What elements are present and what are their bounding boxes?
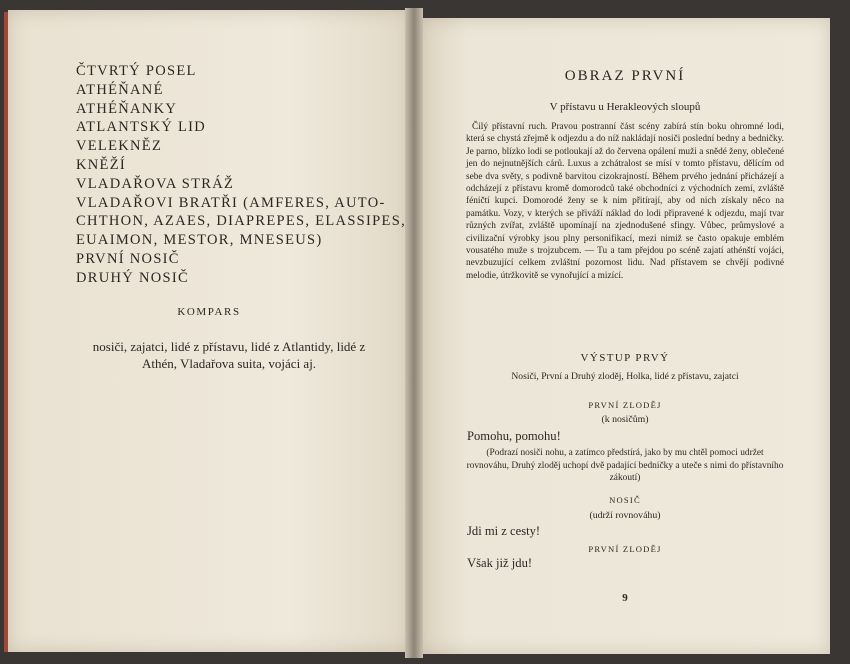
speaker-label: PRVNÍ ZLODĚJ (588, 544, 662, 554)
cast-item: ATHÉŇANKY (76, 100, 178, 117)
kompars-text: nosiči, zajatci, lidé z přístavu, lidé z Atlantidy, lidé z Athén, Vladařova suita, vojáci aj. (92, 339, 366, 371)
stage-direction: (udrží rovnováhu) (589, 510, 661, 521)
scene-description: Čilý přístavní ruch. Pravou postranní část scény zabírá stín boku ohromné lodi, která se chystá zřejmě k odjezdu a do níž nakládají nosiči poslední bedny a bedničky. Je parno, blízko lodi se potloukají až do červena opálení muži a snědé ženy, oblečené jen do nejnutnějších cárů. Luxus a zchátralost se mísí v tomto přístavu, dělícím od sebe dva světy, s podivně barvitou cizokrajností. Během prvého jednání přicházejí a odcházejí z přístavu kromě domorodců také obchodníci z východních zemí, zvláště féničtí kupci. Domorodé ženy se k nim přitírají, aby od nich získaly něco na památku. Vozy, v kterých se přiváží náklad do lodi připravené k odjezdu, mají tvar různých zvířat, zvláště upomínají na zjednodušené sfingy. Vůbec, průmyslové a civilizační výrobky jsou plny personifikací, mezi nimiž se často opakuje emblém vousatého muže s trojzubcem. — Tu a tam přejdou po scéně zajatí athénští vojáci, nevzbuzující celkem zvláštní pozornost lidu. Nad přístavem se chvějí podivné melodie, útržkovitě se vynořující a mizící. (466, 122, 784, 281)
speaker-label: NOSIČ (609, 495, 641, 505)
section-heading: VÝSTUP PRVÝ (580, 352, 670, 364)
cast-item: PRVNÍ NOSIČ (76, 250, 180, 267)
dialogue-line: Však již jdu! (467, 556, 533, 570)
dialogue-line: Pomohu, pomohu! (467, 429, 561, 443)
cast-item: DRUHÝ NOSIČ (76, 269, 189, 286)
cast-item: KNĚŽÍ (76, 156, 126, 173)
dialogue-line: Jdi mi z cesty! (467, 524, 541, 538)
page-number: 9 (622, 592, 628, 604)
cast-item: VLADAŘOVA STRÁŽ (76, 175, 235, 192)
stage-direction: (k nosičům) (601, 414, 649, 425)
section-cast: Nosiči, První a Druhý zloděj, Holka, lidé z přístavu, zajatci (511, 371, 739, 382)
cast-item: VELEKNĚZ (76, 138, 163, 155)
scene-subtitle: V přístavu u Herakleových sloupů (549, 101, 701, 113)
scene-title: OBRAZ PRVNÍ (564, 68, 686, 84)
stage-direction: (Podrazí nosiči nohu, a zatímco předstírá, jako by mu chtěl pomoci udržet rovnováhu, Druhý zloděj uchopí dvě padající bedničky a uteče s nimi do přístavního zákoutí) (466, 448, 784, 484)
kompars-heading: KOMPARS (177, 306, 241, 318)
cast-item: CHTHON, AZAES, DIAPREPES, ELASSIPES, (76, 213, 406, 230)
cast-item: VLADAŘOVI BRATŘI (AMFERES, AUTO- (76, 194, 386, 211)
cast-list (76, 62, 406, 288)
cast-item: EUAIMON, MESTOR, MNESEUS) (76, 232, 323, 249)
speaker-label: PRVNÍ ZLODĚJ (588, 400, 662, 410)
cast-item: ATLANTSKÝ LID (76, 119, 207, 136)
cast-item: ČTVRTÝ POSEL (76, 63, 197, 79)
cast-item: ATHÉŇANÉ (76, 81, 164, 98)
